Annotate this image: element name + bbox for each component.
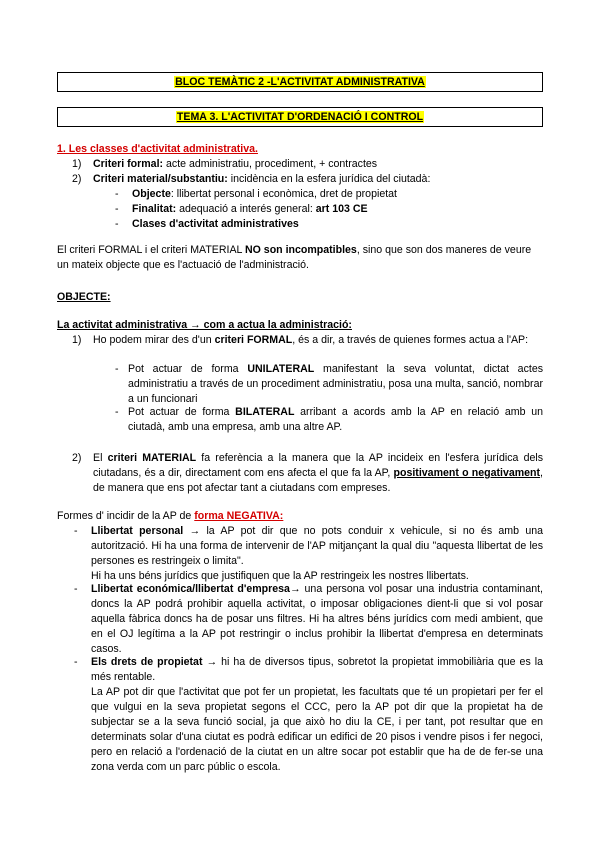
tema-title-box: [57, 107, 543, 127]
forma-llibertat-economica: [57, 582, 543, 657]
bullet: -: [74, 583, 78, 595]
item-text: Ho podem mirar des d'un: [93, 334, 215, 346]
item-text: El: [93, 452, 108, 464]
paragraph-text: El criteri FORMAL i el criteri MATERIAL: [57, 244, 245, 256]
subitem-bold-tail: art 103 CE: [315, 203, 368, 216]
subitem: [57, 217, 543, 232]
item-number: 1): [72, 158, 82, 171]
section-classes-title: 1. Les classes d'activitat administrativa.: [57, 143, 258, 155]
criteria-item: [57, 172, 543, 187]
subitem-label: Finalitat:: [132, 203, 177, 216]
forma-label: Llibertat económica/llibertat d'empresa: [91, 583, 290, 595]
item-bold-underline: positivament o negativament: [393, 467, 541, 480]
item-bold: criteri FORMAL: [214, 334, 293, 346]
subitem-text: arribant a acords amb la AP en relació amb un ciutadà, amb una empresa, amb una altre AP.: [128, 406, 544, 434]
subitem-text: : llibertat personal i econòmica, dret de propietat: [170, 188, 397, 201]
forma-extra: Hi ha uns béns jurídics que justifiquen que la AP restringeix les nostres llibertats.: [91, 570, 469, 583]
bullet: -: [74, 525, 78, 537]
formal-item: [57, 333, 543, 348]
item-number: 1): [72, 334, 82, 346]
bullet: -: [115, 188, 119, 201]
forma-llibertat-personal: [57, 524, 543, 584]
bilateral-subitem: [57, 405, 543, 435]
bullet: -: [74, 656, 78, 668]
forma-text: → una persona vol posar una industria contaminant, doncs la AP podrá prohibir aquella activitat, o imposar obligaciones dient-li que si vol posar aquella fàbrica doncs ha de posar uns filtres. Hi ha altres béns jurídics com medi ambient, que en el OJ legítima a la AP pot restringir o inclus prohibir la llibertat d'empresa en determinats casos.: [91, 583, 543, 656]
subitem-label: Clases d'activitat administratives: [132, 218, 299, 231]
subitem: [57, 202, 543, 217]
item-text: fa referència a la manera que la AP incideix en l'esfera jurídica dels ciutadans, és a dir, directament com ens afecta el que fa la AP,: [93, 452, 543, 480]
bullet: -: [115, 363, 119, 375]
material-item: [57, 451, 543, 496]
subitem-text: Pot actuar de forma: [128, 363, 248, 375]
item-label: Criteri formal:: [93, 158, 164, 171]
bullet: -: [115, 406, 119, 418]
item-text: , és a dir, a través de quienes formes actua a l'AP:: [292, 334, 529, 346]
item-number: 2): [72, 173, 82, 186]
intro-highlight: forma NEGATIVA:: [194, 510, 284, 522]
subitem-label: Objecte: [132, 188, 171, 201]
subitem-text: adequació a interés general:: [176, 203, 316, 216]
forma-label: Els drets de propietat: [91, 656, 203, 668]
item-label: Criteri material/substantiu:: [93, 173, 228, 186]
forma-text: → la AP pot dir que no pots conduir x vehicule, si no és amb una autorització. Hi ha una forma de intervenir de l'AP mitjançant la qual diu "aquesta llibertat de les persones es restringeix o limita".: [91, 525, 543, 568]
subitem: [57, 187, 543, 202]
bloc-title: BLOC TEMÀTIC 2 -L'ACTIVITAT ADMINISTRATIVA: [175, 76, 425, 88]
paragraph-text: , sino que son dos maneres de veure un mateix objecte que es l'actuació de l'administració.: [57, 244, 532, 272]
forma-drets-propietat: [57, 655, 543, 775]
formes-intro: [57, 509, 543, 524]
intro-text: Formes d' incidir de la AP de: [57, 510, 195, 522]
bullet: -: [115, 203, 119, 216]
forma-extra: La AP pot dir que l'activitat que pot fer un propietat, les facultats que té un propietari per fer el que vulgui en la seva propietat segons el CCC, pero la AP pot dir que la propietat ha de subjectar se a la seva funció social, ja que això ho diu la CE, i per tant, pot resultar que en determinats solar d'una ciutat es podrà edificar un edifici de 20 pisos i vendre pisos i fer negoci, pero en relació a l'ordenació de la ciutat en un altre socar pot establir que ha de de fer-se una zona verda com un parc públic o escola.: [91, 686, 543, 774]
unilateral-subitem: [57, 362, 543, 407]
criteria-item: [57, 157, 543, 172]
forma-text: → hi ha de diversos tipus, sobretot la propietat immobiliària que es la més rentable.: [91, 656, 543, 684]
item-text: incidència en la esfera jurídica del ciutadà:: [227, 173, 431, 186]
objecte-title: OBJECTE:: [57, 291, 111, 303]
tema-title: TEMA 3. L'ACTIVITAT D'ORDENACIÓ I CONTROL: [176, 111, 424, 123]
item-text: acte administratiu, procediment, + contractes: [163, 158, 378, 171]
subitem-bold: UNILATERAL: [247, 363, 315, 375]
section-classes: [57, 142, 543, 232]
bloc-title-box: [57, 72, 543, 92]
subitem-bold: BILATERAL: [235, 406, 295, 418]
subitem-text: Pot actuar de forma: [128, 406, 236, 418]
objecte-subtitle: La activitat administrativa → com a actua la administració:: [57, 319, 352, 331]
item-number: 2): [72, 452, 82, 464]
criteria-paragraph: [57, 243, 543, 273]
paragraph-bold: NO son incompatibles: [244, 244, 357, 256]
bullet: -: [115, 218, 119, 231]
item-text: , de manera que ens pot afectar tant a ciutadans com empreses.: [93, 467, 543, 495]
forma-label: Llibertat personal: [91, 525, 184, 537]
subitem-text: manifestant la seva voluntat, dictat actes administratiu a través de un procediment administratiu, posa una multa, sanció, nombrar a un funcionari: [128, 363, 544, 406]
item-bold: criteri MATERIAL: [107, 452, 197, 464]
